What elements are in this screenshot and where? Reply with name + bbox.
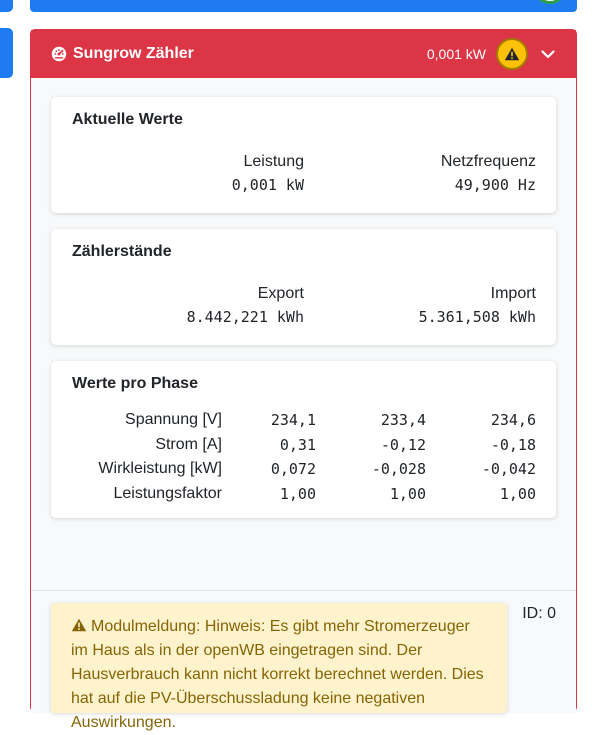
phases-title: Werte pro Phase [72,375,198,392]
side-panel-tab[interactable] [0,28,13,78]
frequency-label: Netzfrequenz [440,153,536,170]
export-value: 8.442,221 kWh [186,308,304,326]
meter-card-body [31,78,576,590]
power-factor-l2: 1,00 [389,484,426,503]
voltage-l1: 234,1 [270,411,316,429]
voltage-l3: 234,6 [490,411,536,429]
previous-card-footer [30,0,577,12]
previous-panel-edge-top [0,0,13,12]
current-l2: -0,12 [380,435,426,454]
phases-card [51,361,556,518]
active-power-l3: -0,042 [481,460,536,478]
current-l3: -0,18 [490,435,536,454]
power-factor-label: Leistungsfaktor [113,484,222,502]
import-cell [304,283,536,329]
phases-table [72,408,536,506]
meter-card [30,29,577,731]
voltage-l2: 233,4 [380,411,426,429]
power-label: Leistung [243,153,304,170]
header-power-value: 0,001 kW [426,46,486,62]
meter-card-header[interactable] [31,30,576,78]
counters-title: Zählerstände [72,243,172,260]
warning-triangle-icon [71,616,87,630]
module-message-text: Modulmeldung: Hinweis: Es gibt mehr Stromerzeuger im Haus als in der openWB eingetragen sind. Der Hausverbrauch kann nicht korrekt berechnet werden. Dies hat auf die PV-Überschussladung keine negativen Auswirkungen. [71,618,484,731]
active-power-l1: 0,072 [270,460,316,478]
counters-card [51,229,556,345]
current-values-card [51,97,556,213]
current-values-title: Aktuelle Werte [72,111,183,128]
chevron-down-icon[interactable] [540,46,556,62]
meter-title: Sungrow Zähler [73,45,194,62]
warning-triangle-icon [504,47,520,61]
active-power-l2: -0,028 [371,460,426,478]
export-label: Export [257,285,304,302]
power-factor-l3: 1,00 [499,484,536,503]
frequency-cell [304,151,536,197]
active-power-label: Wirkleistung [kW] [98,460,222,477]
gauge-icon [51,46,67,62]
status-circle [533,0,567,4]
import-label: Import [490,285,536,302]
current-l1: 0,31 [279,435,316,454]
voltage-label: Spannung [V] [125,411,222,428]
power-cell [72,151,304,197]
warning-badge[interactable] [496,38,528,70]
power-value: 0,001 kW [231,176,304,194]
module-message-alert [51,603,507,731]
export-cell [72,283,304,329]
power-factor-l1: 1,00 [279,484,316,503]
meter-card-footer [31,590,576,731]
frequency-value: 49,900 Hz [454,176,536,194]
current-label: Strom [A] [155,435,222,453]
module-id: ID: 0 [522,605,556,622]
import-value: 5.361,508 kWh [418,308,536,326]
